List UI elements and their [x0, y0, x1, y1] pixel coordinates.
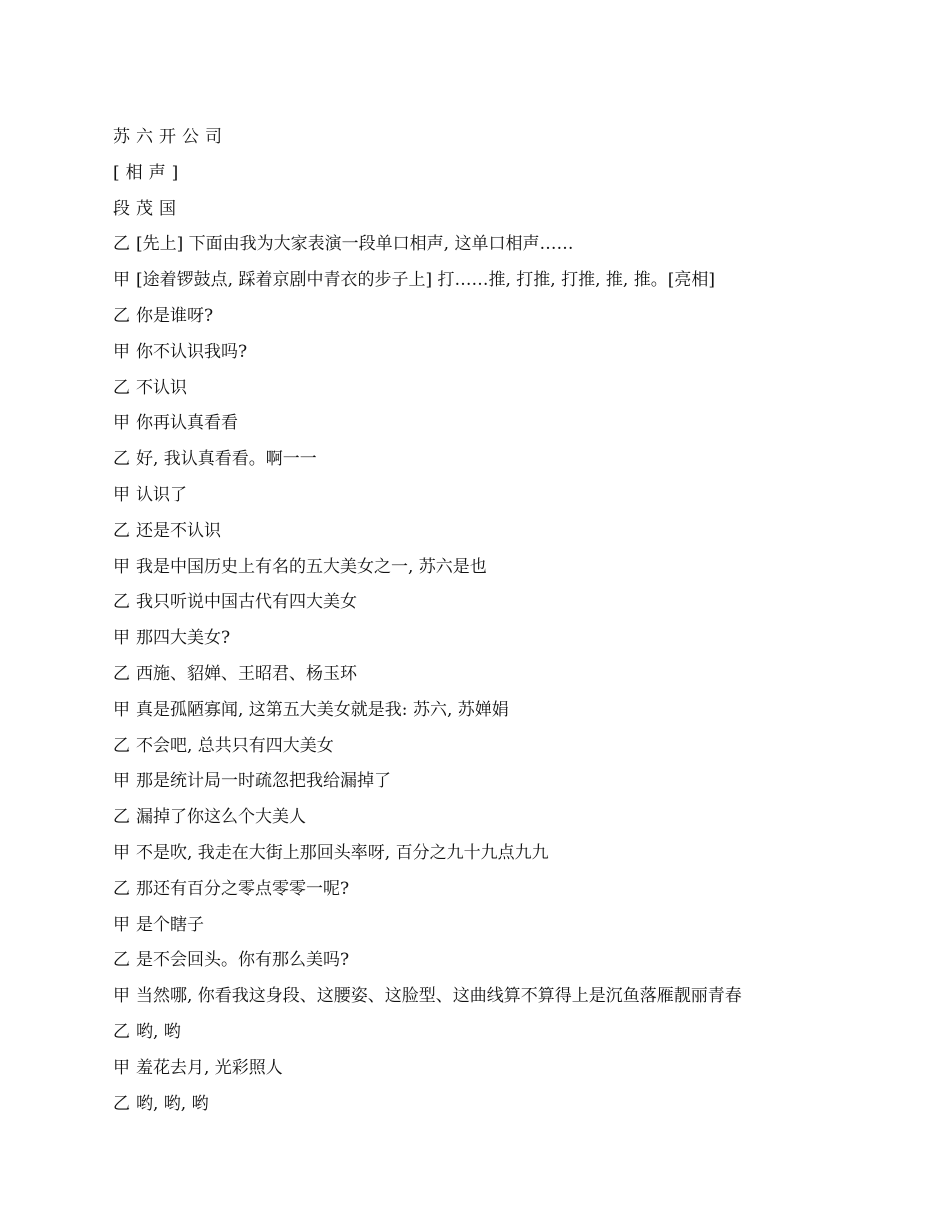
speaker-label: 甲 [113, 986, 130, 1007]
speaker-label: 甲 [113, 699, 130, 720]
dialogue-line [113, 478, 873, 514]
speaker-label: 甲 [113, 1057, 130, 1078]
speaker-label: 甲 [113, 413, 130, 434]
author-name: 段茂国 [113, 198, 182, 219]
speaker-label: 甲 [113, 556, 130, 577]
dialogue-text: 不会吧, 总共只有四大美女 [136, 735, 334, 756]
document-title: 苏六开公司 [113, 127, 228, 147]
dialogue-line [113, 550, 873, 586]
dialogue-line [113, 406, 873, 442]
dialogue-text: [先上] 下面由我为大家表演一段单口相声, 这单口相声…… [136, 234, 574, 255]
speaker-label: 甲 [113, 842, 130, 863]
dialogue-line [113, 872, 873, 908]
dialogue-line [113, 979, 873, 1015]
dialogue-line [113, 263, 873, 299]
dialogue-text: 你是谁呀? [136, 305, 214, 326]
dialogue-line [113, 299, 873, 335]
dialogue-text: 真是孤陋寡闻, 这第五大美女就是我: 苏六, 苏婵娟 [136, 699, 509, 720]
dialogue-text: 西施、貂婵、王昭君、杨玉环 [136, 663, 357, 684]
dialogue-text: 好, 我认真看看。啊一一 [136, 449, 317, 470]
dialogue-text: 哟, 哟 [136, 1021, 181, 1042]
dialogue-line [113, 227, 873, 263]
dialogue-text: 我只听说中国古代有四大美女 [136, 592, 357, 613]
speaker-label: 甲 [113, 771, 130, 792]
speaker-label: 乙 [113, 520, 130, 541]
dialogue-line [113, 514, 873, 550]
speaker-label: 甲 [113, 270, 130, 291]
dialogue-text: 当然哪, 你看我这身段、这腰姿、这脸型、这曲线算不算得上是沉鱼落雁靓丽青春 [136, 986, 742, 1007]
dialogue-line [113, 442, 873, 478]
dialogue-text: 不是吹, 我走在大街上那回头率呀, 百分之九十九点九九 [136, 842, 549, 863]
speaker-label: 乙 [113, 1093, 130, 1114]
speaker-label: 甲 [113, 484, 130, 505]
dialogue-text: 那还有百分之零点零零一呢? [136, 878, 350, 899]
dialogue-text: 那是统计局一时疏忽把我给漏掉了 [136, 771, 391, 792]
dialogue-line [113, 836, 873, 872]
speaker-label: 甲 [113, 341, 130, 362]
dialogue-line [113, 1051, 873, 1087]
dialogue-text: 是不会回头。你有那么美吗? [136, 950, 350, 971]
speaker-label: 甲 [113, 914, 130, 935]
speaker-label: 乙 [113, 592, 130, 613]
speaker-label: 乙 [113, 305, 130, 326]
dialogue-line [113, 908, 873, 944]
dialogue-text: 那四大美女? [136, 628, 231, 649]
speaker-label: 乙 [113, 234, 130, 255]
dialogue-text: 你再认真看看 [136, 413, 238, 434]
speaker-label: 乙 [113, 878, 130, 899]
dialogue-line [113, 693, 873, 729]
dialogue-line [113, 621, 873, 657]
dialogue-text: 我是中国历史上有名的五大美女之一, 苏六是也 [136, 556, 487, 577]
dialogue-line [113, 1015, 873, 1051]
dialogue-line [113, 1087, 873, 1123]
speaker-label: 乙 [113, 950, 130, 971]
dialogue-text: 还是不认识 [136, 520, 221, 541]
dialogue-line [113, 800, 873, 836]
speaker-label: 乙 [113, 1021, 130, 1042]
dialogue-line [113, 729, 873, 765]
dialogue-text: [途着锣鼓点, 踩着京剧中青衣的步子上] 打……推, 打推, 打推, 推, 推。[亮相] [136, 270, 715, 291]
document-body [113, 120, 873, 1122]
dialogue-text: 哟, 哟, 哟 [136, 1093, 209, 1114]
dialogue-line [113, 585, 873, 621]
dialogue-text: 羞花去月, 光彩照人 [136, 1057, 283, 1078]
dialogue-line [113, 764, 873, 800]
dialogue-line [113, 943, 873, 979]
dialogue-text: 漏掉了你这么个大美人 [136, 807, 306, 828]
dialogue-text: 不认识 [136, 377, 187, 398]
dialogue-text: 认识了 [136, 484, 187, 505]
dialogue-text: 你不认识我吗? [136, 341, 248, 362]
dialogue-line [113, 335, 873, 371]
speaker-label: 乙 [113, 735, 130, 756]
genre-label: [相声] [113, 162, 185, 183]
speaker-label: 乙 [113, 449, 130, 470]
speaker-label: 乙 [113, 663, 130, 684]
speaker-label: 乙 [113, 377, 130, 398]
speaker-label: 乙 [113, 807, 130, 828]
dialogue-text: 是个瞎子 [136, 914, 204, 935]
dialogue-line [113, 371, 873, 407]
dialogue-line [113, 657, 873, 693]
speaker-label: 甲 [113, 628, 130, 649]
